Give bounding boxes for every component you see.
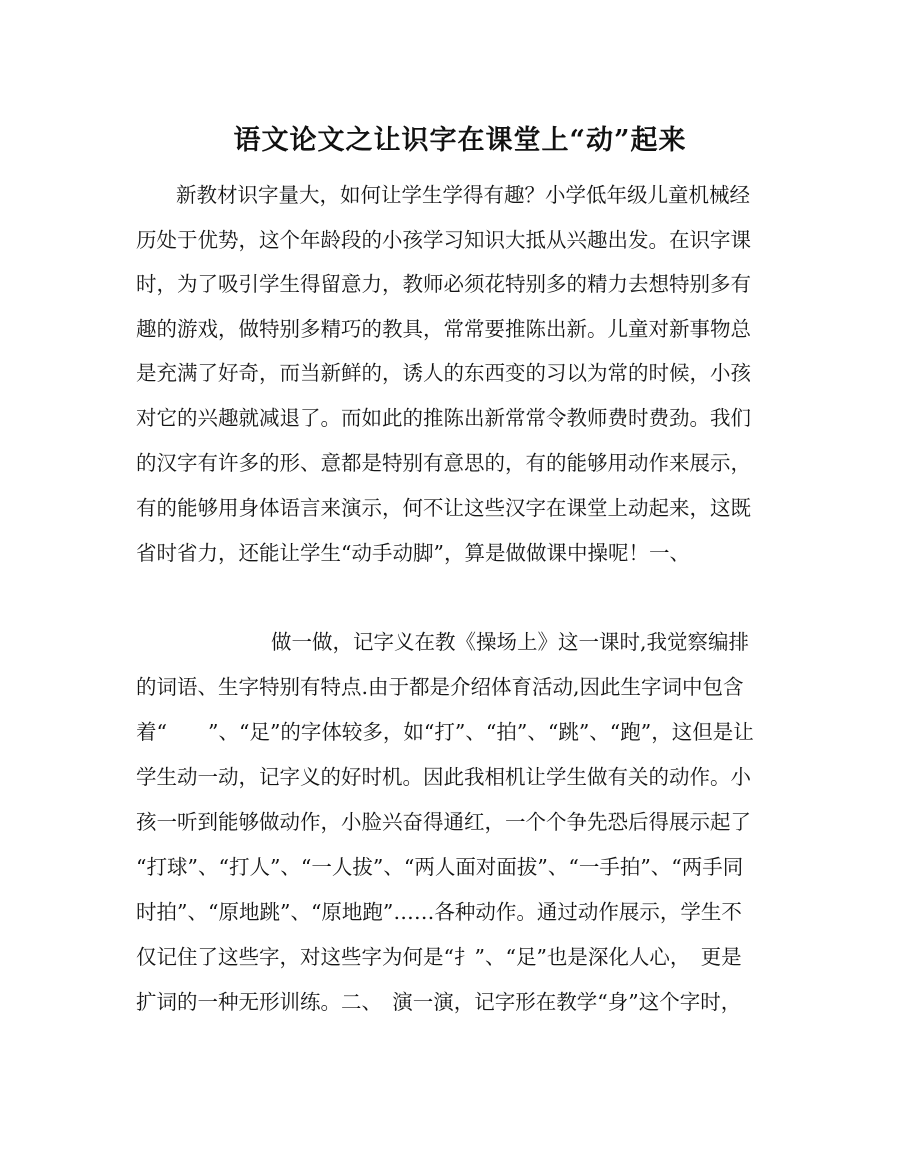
paragraph-line: 有的能够用身体语言来演示，何不让这些汉字在课堂上动起来，这既 [136,496,751,520]
paragraph-line: 时，为了吸引学生得留意力，教师必须花特别多的精力去想特别多有 [136,272,751,296]
paragraph-line: 做一做，记字义在教《操场上》这一课时,我觉察编排 [271,630,750,654]
paragraph-line: 仅记住了这些字，对这些字为何是“扌”、“足”也是深化人心， 更是 [136,945,742,969]
paragraph-line: 着“ ”、“足”的字体较多，如“打”、“拍”、“跳”、“跑”，这但是让 [136,720,754,744]
paragraph-line: 的汉字有许多的形、意都是特别有意思的，有的能够用动作来展示， [136,451,751,475]
paragraph-line: 历处于优势，这个年龄段的小孩学习知识大抵从兴趣出发。在识字课 [136,228,751,252]
paragraph-line: 趣的游戏，做特别多精巧的教具，常常要推陈出新。儿童对新事物总 [136,317,751,341]
paragraph-line: 省时省力，还能让学生“动手动脚”，算是做做课中操呢！一、 [136,541,690,565]
paragraph-line: 学生动一动，记字义的好时机。因此我相机让学生做有关的动作。小 [136,765,751,789]
paragraph-line: 时拍”、“原地跳”、“原地跑”……各种动作。通过动作展示，学生不 [136,900,742,924]
paragraph-line: 孩一听到能够做动作，小脸兴奋得通红，一个个争先恐后得展示起了 [136,810,751,834]
paragraph-line: 对它的兴趣就减退了。而如此的推陈出新常常令教师费时费劲。我们 [136,406,751,430]
paragraph-line: 的词语、生字特别有特点.由于都是介绍体育活动,因此生字词中包含 [136,675,744,699]
paragraph-line: 是充满了好奇，而当新鲜的，诱人的东西变的习以为常的时候，小孩 [136,361,751,385]
paragraph-line: 扩词的一种无形训练。二、 演一演，记字形在教学“身”这个字时， [136,990,742,1014]
paragraph-line: 新教材识字量大，如何让学生学得有趣？小学低年级儿童机械经 [176,183,750,207]
page-title: 语文论文之让识字在课堂上“动”起来 [233,125,687,156]
paragraph-line: “打球”、“打人”、“一人拔”、“两人面对面拔”、“一手拍”、“两手同 [136,855,744,879]
